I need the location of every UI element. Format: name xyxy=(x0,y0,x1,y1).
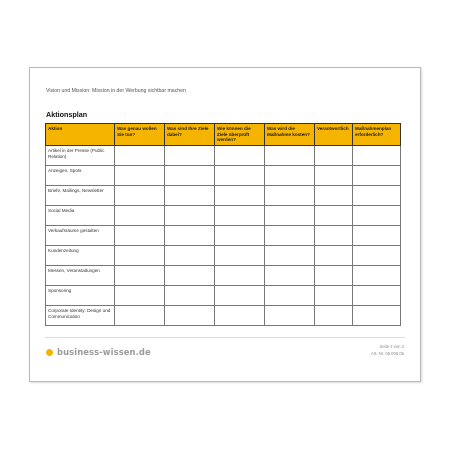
document-subtitle: Vision und Mission: Mission in der Werbung sichtbar machen xyxy=(46,88,186,94)
table-row xyxy=(46,226,401,246)
table-cell[interactable] xyxy=(165,306,215,326)
table-cell[interactable] xyxy=(215,146,265,166)
action-cell: Verkaufsräume gestalten xyxy=(46,226,115,246)
table-row xyxy=(46,286,401,306)
table-row xyxy=(46,186,401,206)
brand-dot-icon xyxy=(46,349,53,356)
document-heading: Aktionsplan xyxy=(46,110,88,119)
brand-logo xyxy=(46,347,151,357)
article-number: Art.-Nr. 06.006.06 xyxy=(370,351,404,356)
table-cell[interactable] xyxy=(115,146,165,166)
column-header: Was genau wollen Sie tun? xyxy=(115,124,165,146)
table-cell[interactable] xyxy=(353,186,401,206)
table-cell[interactable] xyxy=(165,226,215,246)
table-cell[interactable] xyxy=(115,246,165,266)
action-cell: Kundenzeitung xyxy=(46,246,115,266)
table-cell[interactable] xyxy=(315,306,353,326)
table-cell[interactable] xyxy=(265,246,315,266)
table-cell[interactable] xyxy=(315,226,353,246)
table-row xyxy=(46,146,401,166)
table-cell[interactable] xyxy=(353,286,401,306)
table-cell[interactable] xyxy=(115,266,165,286)
column-header: Wie können die Ziele überprüft werden? xyxy=(215,124,265,146)
table-cell[interactable] xyxy=(265,206,315,226)
table-row xyxy=(46,246,401,266)
footer-divider xyxy=(45,337,405,338)
column-header: Aktion xyxy=(46,124,115,146)
table-cell[interactable] xyxy=(265,166,315,186)
table-cell[interactable] xyxy=(265,266,315,286)
table-cell[interactable] xyxy=(353,266,401,286)
table-row xyxy=(46,206,401,226)
table-cell[interactable] xyxy=(165,206,215,226)
table-row xyxy=(46,266,401,286)
column-header: Maßnahmenplan erforderlich? xyxy=(353,124,401,146)
table-cell[interactable] xyxy=(353,206,401,226)
table-cell[interactable] xyxy=(115,226,165,246)
table-cell[interactable] xyxy=(115,166,165,186)
table-cell[interactable] xyxy=(315,286,353,306)
table-row xyxy=(46,306,401,326)
table-cell[interactable] xyxy=(115,306,165,326)
table-cell[interactable] xyxy=(265,286,315,306)
table-cell[interactable] xyxy=(165,146,215,166)
table-cell[interactable] xyxy=(215,306,265,326)
document-page xyxy=(29,67,421,382)
table-cell[interactable] xyxy=(215,206,265,226)
table-cell[interactable] xyxy=(315,166,353,186)
action-cell: Sponsoring xyxy=(46,286,115,306)
table-cell[interactable] xyxy=(265,226,315,246)
table-cell[interactable] xyxy=(165,186,215,206)
column-header: Was sind Ihre Ziele dabei? xyxy=(165,124,215,146)
table-cell[interactable] xyxy=(165,246,215,266)
table-cell[interactable] xyxy=(353,306,401,326)
table-cell[interactable] xyxy=(315,246,353,266)
table-cell[interactable] xyxy=(115,206,165,226)
table-cell[interactable] xyxy=(353,246,401,266)
table-cell[interactable] xyxy=(215,186,265,206)
table-cell[interactable] xyxy=(353,166,401,186)
table-cell[interactable] xyxy=(315,146,353,166)
table-cell[interactable] xyxy=(265,146,315,166)
table-cell[interactable] xyxy=(265,186,315,206)
action-plan-table xyxy=(45,123,401,326)
table-cell[interactable] xyxy=(353,226,401,246)
table-cell[interactable] xyxy=(165,266,215,286)
table-row xyxy=(46,166,401,186)
action-cell: Social Media xyxy=(46,206,115,226)
action-cell: Briefe, Mailings, Newsletter xyxy=(46,186,115,206)
table-cell[interactable] xyxy=(165,166,215,186)
action-cell: Anzeigen, Spots xyxy=(46,166,115,186)
table-cell[interactable] xyxy=(115,186,165,206)
action-cell: Corporate Identity: Design und Communication xyxy=(46,306,115,326)
table-cell[interactable] xyxy=(353,146,401,166)
table-cell[interactable] xyxy=(315,266,353,286)
column-header: Was wird die Maßnahme kosten? xyxy=(265,124,315,146)
table-cell[interactable] xyxy=(315,186,353,206)
table-cell[interactable] xyxy=(215,286,265,306)
table-cell[interactable] xyxy=(215,226,265,246)
brand-name: business-wissen.de xyxy=(57,347,151,357)
table-cell[interactable] xyxy=(265,306,315,326)
page-number: Seite 2 von 3 xyxy=(379,344,404,349)
column-header: Verantwortlich xyxy=(315,124,353,146)
table-cell[interactable] xyxy=(215,246,265,266)
table-header-row xyxy=(46,124,401,146)
table-cell[interactable] xyxy=(215,166,265,186)
table-cell[interactable] xyxy=(115,286,165,306)
table-cell[interactable] xyxy=(315,206,353,226)
action-cell: Artikel in der Presse (Public Relation) xyxy=(46,146,115,166)
table-cell[interactable] xyxy=(215,266,265,286)
table-cell[interactable] xyxy=(165,286,215,306)
action-cell: Messen, Veranstaltungen xyxy=(46,266,115,286)
